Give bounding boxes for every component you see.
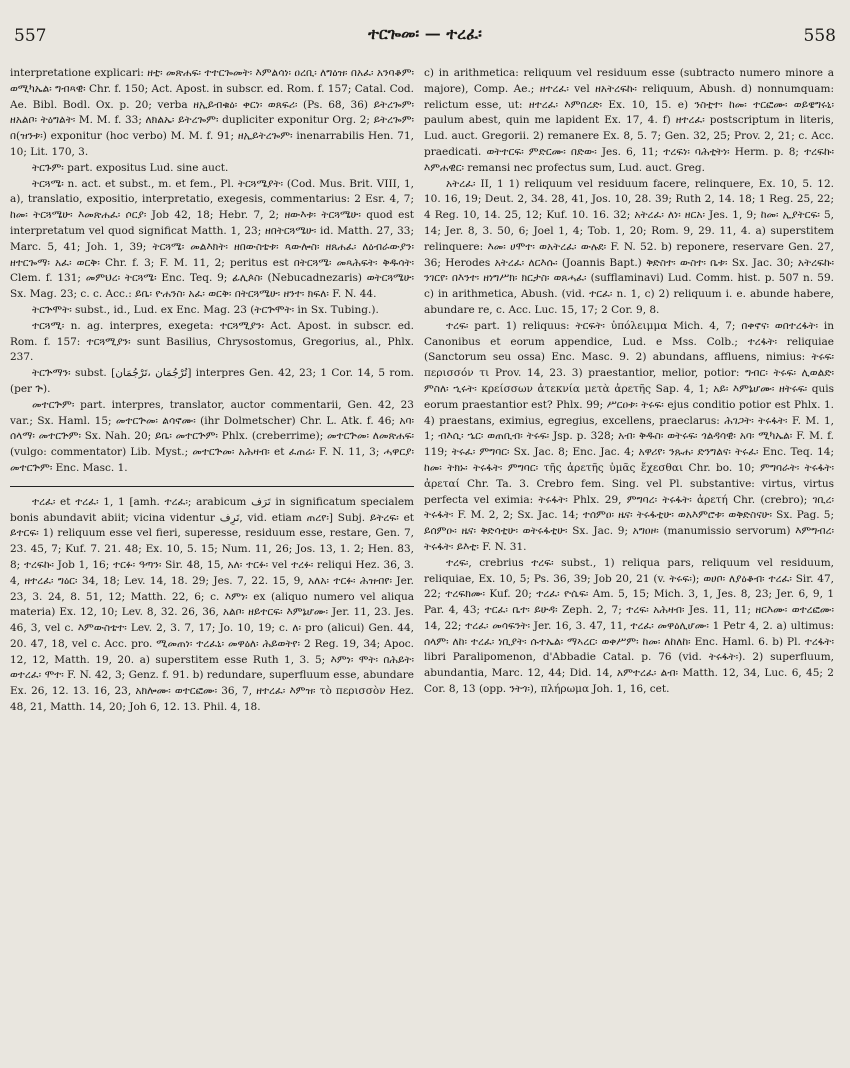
- running-title: ተርጐመ፡ — ተረፈ፡: [368, 24, 482, 43]
- dictionary-entry: ትርጕሞት፡ subst., id., Lud. ex Enc. Mag. 23 (ትርጕሞት፡ in Sx. Tubing.).: [32, 303, 379, 316]
- dictionary-entry: መተርጕም፡ part. interpres, translator, auctor commentarii, Gen. 42, 23 var.; Sx. Haml. 15; መተርጕመ፡ ልሳኖሙ፡ (ihr Dolmetscher) Chr. L. Atk. f. 46; አባ፡ ሰላማ፡ መተርጕም፡ Sx. Nah. 20; ይቤ፡ መተርጕም፡ Phlx. (creberrime); መተርጕመ፡ ለመጽሐፍ፡ (vulgo: commentator) Lib. Myst.; መተርጕመ፡ አሕዛብ፡ et ፈጠሬ፡ F. N. 11, 3; ሓዋርያ፡ መተርጕም፡ Enc. Masc. 1.: [10, 398, 414, 474]
- left-page-number: 557: [14, 26, 47, 46]
- dictionary-entry: ትርጓሜ፡ n. act. et subst., m. et fem., Pl. ትርጓሜያት፡ (Cod. Mus. Brit. VIII, 1, a), translatio, expositio, interpretatio, exegesis, commentarius: 2 Esr. 4, 7; ከመ፡ ትርጓሜሁ፡ እመጽሐፈ፡ ሶርያ፡ Job 42, 18; Hebr. 7, 2; ዘውእቱ፡ ትርጓሜሁ፡ quod est interpretatum vel quod significat Matth. 1, 23; ዘበትርጓሜሁ፡ id. Matth. 27, 33; Marc. 5, 41; Joh. 1, 39; ትርጓሜ፡ መልእክት፡ ዘበውስቴቱ፡ ጳውሎስ፡ ዘጸሐፈ፡ ለዕብራውያን፡ ዘተርጐማ፡ አፈ፡ ወርቅ፡ Chr. f. 3; F. M. 11, 2; peritus est በትርጓሜ፡ መጻሕፍት፡ ቅዱሳት፡ Clem. f. 131; መምህረ፡ ትርጓሜ፡ Enc. Teq. 9; ፊሊጶስ፡ (Nebucadnezaris) ወትርጓሜሁ፡ Sx. Mag. 23; c. c. Acc.: ይቤ፡ ዮሐንስ፡ አፈ፡ ወርቅ፡ በትርጓሜሁ፡ ዘንተ፡ ክፍለ፡ F. N. 44.: [10, 177, 414, 301]
- left-column: [10, 66, 414, 1062]
- dictionary-entry: ትርጕማን፡ subst. [ﺗُﺮْﺟُﻤَﺎﻥ ،ﺗَﺮْﺟُﻤَﺎﻥ] interpres Gen. 42, 23; 1 Cor. 14, 5 rom. (per ጕ).: [10, 367, 414, 395]
- dictionary-entry: ተረፍ፡, crebrius ተረፍ፡ subst., 1) reliqua pars, reliquum vel residuum, reliquiae, Ex. 10, 5; Ps. 36, 39; Job 20, 21 (v. ትሩፍ፡); ወሀቦ፡ ለያዕቆብ፡ ተረፈ፡ Sir. 47, 22; ተረፍክሙ፡ Kuf. 20; ተረፈ፡ ዮሴፍ፡ Am. 5, 15; Mich. 3, 1, Jes. 8, 23; Jer. 6, 9, 1 Par. 4, 43; ተርፈ፡ ቤተ፡ ይሁዳ፡ Zeph. 2, 7; ተረፍ፡ አሕዛብ፡ Jes. 11, 11; ዘርእሙ፡ ወተረፎሙ፡ 14, 22; ተረፈ፡ መሳፍንት፡ Jer. 16, 3. 47, 11, ተረፈ፡ መዋዕሊሆሙ፡ 1 Petr 4, 2. a) ultimus: ሰላም፡ ለከ፡ ተረፈ፡ ነቢያት፡ ሱተኤል፡ ማኣረር፡ ወቀሥም፡ ከመ፡ ለከለከ፡ Enc. Haml. 6. b) Pl. ተረፋት፡ libri Paralipomenon, d'Abbadie Catal. p. 76 (vid. ትሩፋት፡). 2) superfluum, abundantia, Marc. 12, 44; Did. 14, አምተረፈ፡ ልብ፡ Matth. 12, 34, Luc. 6, 45; 2 Cor. 8, 13 (opp. ንትጎ፡), πλήρωμα Joh. 1, 16, cet.: [424, 556, 834, 696]
- dictionary-entry: ተረፈ፡ et ተረፈ፡ 1, 1 [amh. ተረፈ፡; arabicum ﺗَﺮَﻑ in significatum specialem bonis abundavit abiit; vicina videntur ﺗَﺮِﻑ, vid. etiam ጠረየ፡] Subj. ይትረፍ፡ et ይተርፍ፡ 1) reliquum esse vel fieri, superesse, residuum esse, restare, Gen. 7, 23. 45, 7; Kuf. 7. 21. 48; Ex. 10, 5. 15; Num. 11, 26; Jos. 13, 1. 2; Hen. 83, 8; ተረፍኩ፡ Job 1, 16; ተርፉ፡ ዓጣን፡ Sir. 48, 15, አለ፡ ተርፉ፡ vel ተረፉ፡ reliqui Hez. 36, 3. 4, ዘተረፈ፡ ግዕር፡ 34, 18; Lev. 14, 18. 29; Jes. 7, 22. 15, 9, አለአ፡ ተርፉ፡ ሕዝብየ፡ Jer. 23, 3. 24, 8. 51, 12; Matth. 22, 6; c. እምነ፡ ex (aliquo numero vel aliqua materia) Ex. 12, 10; Lev. 8, 32. 26, 36, አልቦ፡ ዘይተርፍ፡ እምኔሆሙ፡ Jer. 11, 23. Jes. 46, 3, vel c. እምውስቴተ፡ Lev. 2, 3. 7, 17; Jo. 10, 19; c. ለ፡ pro (alicui) Gen. 44, 20. 47, 18, vel c. Acc. pro. ሚመጠነ፡ ተረፈኒ፡ መዋዕለ፡ ሕይወትየ፡ 2 Reg. 19, 34; Apoc. 12, 12, Matth. 19, 20. a) superstitem esse Ruth 1, 3. 5; እምነ፡ ሞት፡ በሕይት፡ ወተረፈ፡ ሞተ፡ F. N. 42, 3; Genz. f. 91. b) redundare, superfluum esse, abundare Ex. 26, 12. 13. 16, 23, አክሎሙ፡ ወተርፎሙ፡ 36, 7, ዘተረፈ፡ እምዝ፡ τὸ περισσὸν Hez. 48, 21, Matth. 14, 20; Joh 6, 12. 13. Phil. 4, 18.: [10, 495, 414, 714]
- right-column: [424, 66, 834, 1062]
- dictionary-entry: አትረፈ፡ II, 1 1) reliquum vel residuum facere, relinquere, Ex. 10, 5. 12. 10. 16, 19; Deut. 2, 34. 28, 41, Jos. 10, 28. 39; Ruth 2, 14. 18; 1 Reg. 25, 22; 4 Reg. 10, 14. 25, 12; Kuf. 10. 16. 32; አትረፈ፡ ለነ፡ ዘርአ፡ Jes. 1, 9; ከመ፡ ኢያትርፍ፡ 5, 14; Jer. 8, 3. 50, 6; Joel 1, 4; Tob. 1, 20; Rom. 9, 29. 11, 4. a) superstitem relinquere: እመ፡ ሀሞተ፡ ወአትረፈ፡ ውሉደ፡ F. N. 52. b) reponere, reservare Gen. 27, 36; Herodes አትረፈ፡ ለርእሱ፡ (Joannis Bapt.) ቅድስተ፡ ውስተ፡ ቤቱ፡ Sx. Jac. 30; አትረፍኩ፡ ንገርየ፡ በእንተ፡ ዘነግሥክ፡ ክርታስ፡ ወጸሓፈ፡ (sufflaminavi) Lud. Comm. hist. p. 507 n. 59. c) in arithmetica, Abush. (vid. ተርፈ፡ n. 1, c) 2) reliquum i. e. abunde habere, abundare re, c. Acc. Luc. 15, 17; 2 Cor. 9, 8.: [424, 177, 834, 316]
- right-page-number: 558: [803, 26, 836, 46]
- dictionary-entry: c) in arithmetica: reliquum vel residuum esse (subtracto numero minore a majore), Comp. Ae.; ዘተረፈ፡ vel ዘአትረፍኩ፡ reliquum, Abush. d) nonnumquam: relictum esse, ut: ዘተረፈ፡ እምበረድ፡ Ex. 10, 15. e) ንስቲተ፡ ከመ፡ ተርፎሙ፡ ወይዌግሩኒ፡ paulum abest, quin me lapident Ex. 17, 4. f) ዘተረፈ፡ postscriptum in literis, Lud. auct. Gregorii. 2) remanere Ex. 8, 5. 7; Gen. 32, 25; Prov. 2, 21; c. Acc. praedicati. ወትተርፍ፡ ምድርሙ፡ በድው፡ Jes. 6, 11; ተረፍነ፡ ባሕቲትነ፡ Herm. p. 8; ተረፍኩ፡ እምሐዊር፡ remansi nec profectus sum, Lud. auct. Greg.: [424, 67, 834, 174]
- dictionary-entry: ተረፍ፡ part. 1) reliquus: ትርፍት፡ ὑπόλειμμα Mich. 4, 7; በቀኖና፡ ወበተረፋት፡ in Canonibus et eorum appendice, Lud. e Mss. Colb.; ተረፋት፡ reliquiae (Sanctorum seu ossa) Enc. Masc. 9. 2) abundans, affluens, nimius: ትሩፍ፡ περισσόν τι Prov. 14, 23. 3) praestantior, melior, potior: ግብር፡ ትሩፍ፡ ሊወልድ፡ ምስለ፡ ኂሩት፡ κρείσσων ἀτεκνία μετὰ ἀρετῆς Sap. 4, 1; አይ፡ እምኔሆሙ፡ ዘትሩፍ፡ quis eorum praestantior est? Phlx. 99; ሥርዐቱ፡ ትሩፍ፡ ejus conditio potior est Phlx. 1. 4) praestans, eximius, egregius, excellens, praeclarus: ሕገጋት፡ ትሩፋት፡ F. M. 1, 1; ብእሲ፡ ኄር፡ ወጠቢብ፡ ትሩፍ፡ Jsp. p. 328; አብ፡ ቅዱስ፡ ወትሩፍ፡ ጎልዳሳዊ፡ አባ፡ ሚካኤል፡ F. M. f. 119; ትሩፈ፡ ምግባር፡ Sx. Jac. 8; Enc. Jac. 4; አዋሪየ፡ ንጹሐ፡ ድንግልና፡ ትሩፈ፡ Enc. Teq. 14; ከመ፡ ትክኑ፡ ትሩፋት፡ ምግባር፡ τῆς ἀρετῆς ὑμᾶς ἔχεσθαι Chr. bo. 10; ምግባራት፡ ትሩፋት፡ ἀρεταί Chr. Ta. 3. Crebro fem. Sing. vel Pl. substantive: virtus, virtus perfecta vel eximia: ትሩፋት፡ Phlx. 29, ምግባረ፡ ትሩፋት፡ ἀρετή Chr. (crebro); ገቢረ፡ ትሩፋት፡ F. M. 2, 2; Sx. Jac. 14; ተሰምዐ፡ ዜና፡ ትሩፋቲሁ፡ ወአእምሮቱ፡ ወቅድስናሁ፡ Sx. Pag. 5; ይሰምዑ፡ ዜና፡ ቅድሳቲሁ፡ ወትሩፋቲሁ፡ Sx. Jac. 9; አግዐዞ፡ (manumissio servorum) እምግብረ፡ ትሩፋት፡ ይእቲ፡ F. N. 31.: [424, 319, 834, 553]
- dictionary-entry: ተርጓሚ፡ n. ag. interpres, exegeta: ተርጓሚያን፡ Act. Apost. in subscr. ed. Rom. f. 157: ተርጓሚያን፡ sunt Basilius, Chrysostomus, Gregorius, al., Phlx. 237.: [10, 319, 414, 364]
- section-divider: [10, 486, 414, 487]
- dictionary-entry: ትርጉም፡ part. expositus Lud. sine auct.: [32, 161, 229, 174]
- page-header: [14, 22, 836, 52]
- dictionary-entry: interpretatione explicari: ዘቲ፡ መጽሐፍ፡ ተተርጐመት፡ እምልሳነ፡ ዐረቢ፡ ለግዕዝ፡ በአፈ፡ አንባቆም፡ ወሚካኤል፡ ግብጻዊ፡ Chr. f. 150; Act. Apost. in subscr. ed. Rom. f. 157; Catal. Cod. Ae. Bibl. Bodl. Ox. p. 20; verba ዘኢይብቁዕ፡ ቀርነ፡ ወጸፍሪ፡ (Ps. 68, 36) ይትረጐም፡ ዘአልቦ፡ ትዕግልት፡ M. M. f. 33; ለክልኤ፡ ይትረጐም፡ dupliciter exponitur Org. 2; ይትረጐም፡ በ(ዝንቱ፡) exponitur (hoc verbo) M. M. f. 91; ዘኢይትረጐም፡ inenarrabilis Hen. 71, 10; Lit. 170, 3.: [10, 67, 414, 158]
